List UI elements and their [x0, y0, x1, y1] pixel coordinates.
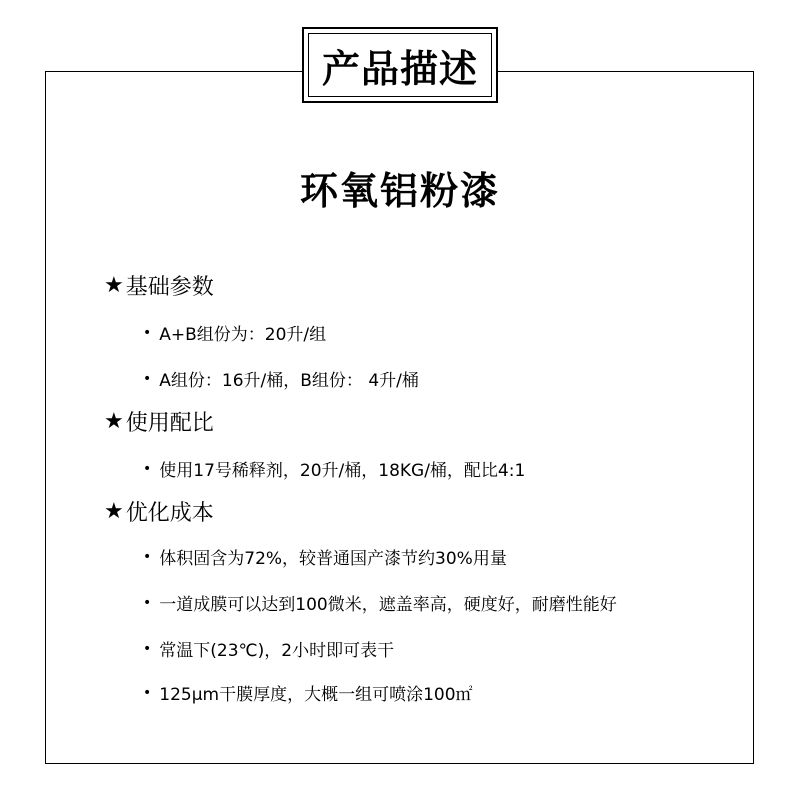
list-item-text: 125μm干膜厚度，大概一组可喷涂100㎡	[159, 685, 473, 705]
list-item	[143, 590, 617, 615]
star-icon: ★	[104, 273, 124, 298]
page-title: 产品描述	[321, 46, 478, 91]
list-item	[143, 636, 394, 661]
list-item	[143, 680, 473, 705]
bullet-icon: •	[143, 684, 152, 701]
star-icon: ★	[104, 499, 124, 524]
section-mixing-ratio	[104, 406, 214, 437]
list-item-text: 一道成膜可以达到100微米，遮盖率高，硬度好，耐磨性能好	[159, 595, 617, 615]
section-title: 优化成本	[125, 501, 214, 526]
list-item-text: 常温下(23℃)，2小时即可表干	[159, 641, 395, 661]
list-item-text: A组份：16升/桶，B组份： 4升/桶	[159, 371, 419, 391]
section-basic-params	[104, 270, 214, 301]
product-name: 环氧铝粉漆	[299, 169, 500, 213]
bullet-icon: •	[143, 370, 152, 387]
list-item	[143, 456, 525, 481]
list-item	[143, 544, 507, 569]
bullet-icon: •	[143, 324, 152, 341]
bullet-icon: •	[143, 548, 152, 565]
section-title: 使用配比	[125, 411, 214, 436]
header-title-box	[302, 27, 498, 103]
bullet-icon: •	[143, 460, 152, 477]
section-title: 基础参数	[125, 275, 214, 300]
list-item-text: A+B组份为：20升/组	[159, 325, 327, 345]
list-item-text: 体积固含为72%，较普通国产漆节约30%用量	[159, 549, 507, 569]
list-item	[143, 320, 326, 345]
list-item-text: 使用17号稀释剂，20升/桶，18KG/桶，配比4:1	[159, 461, 526, 481]
list-item	[143, 366, 419, 391]
section-cost-optimization	[104, 496, 214, 527]
bullet-icon: •	[143, 640, 152, 657]
star-icon: ★	[104, 409, 124, 434]
bullet-icon: •	[143, 594, 152, 611]
